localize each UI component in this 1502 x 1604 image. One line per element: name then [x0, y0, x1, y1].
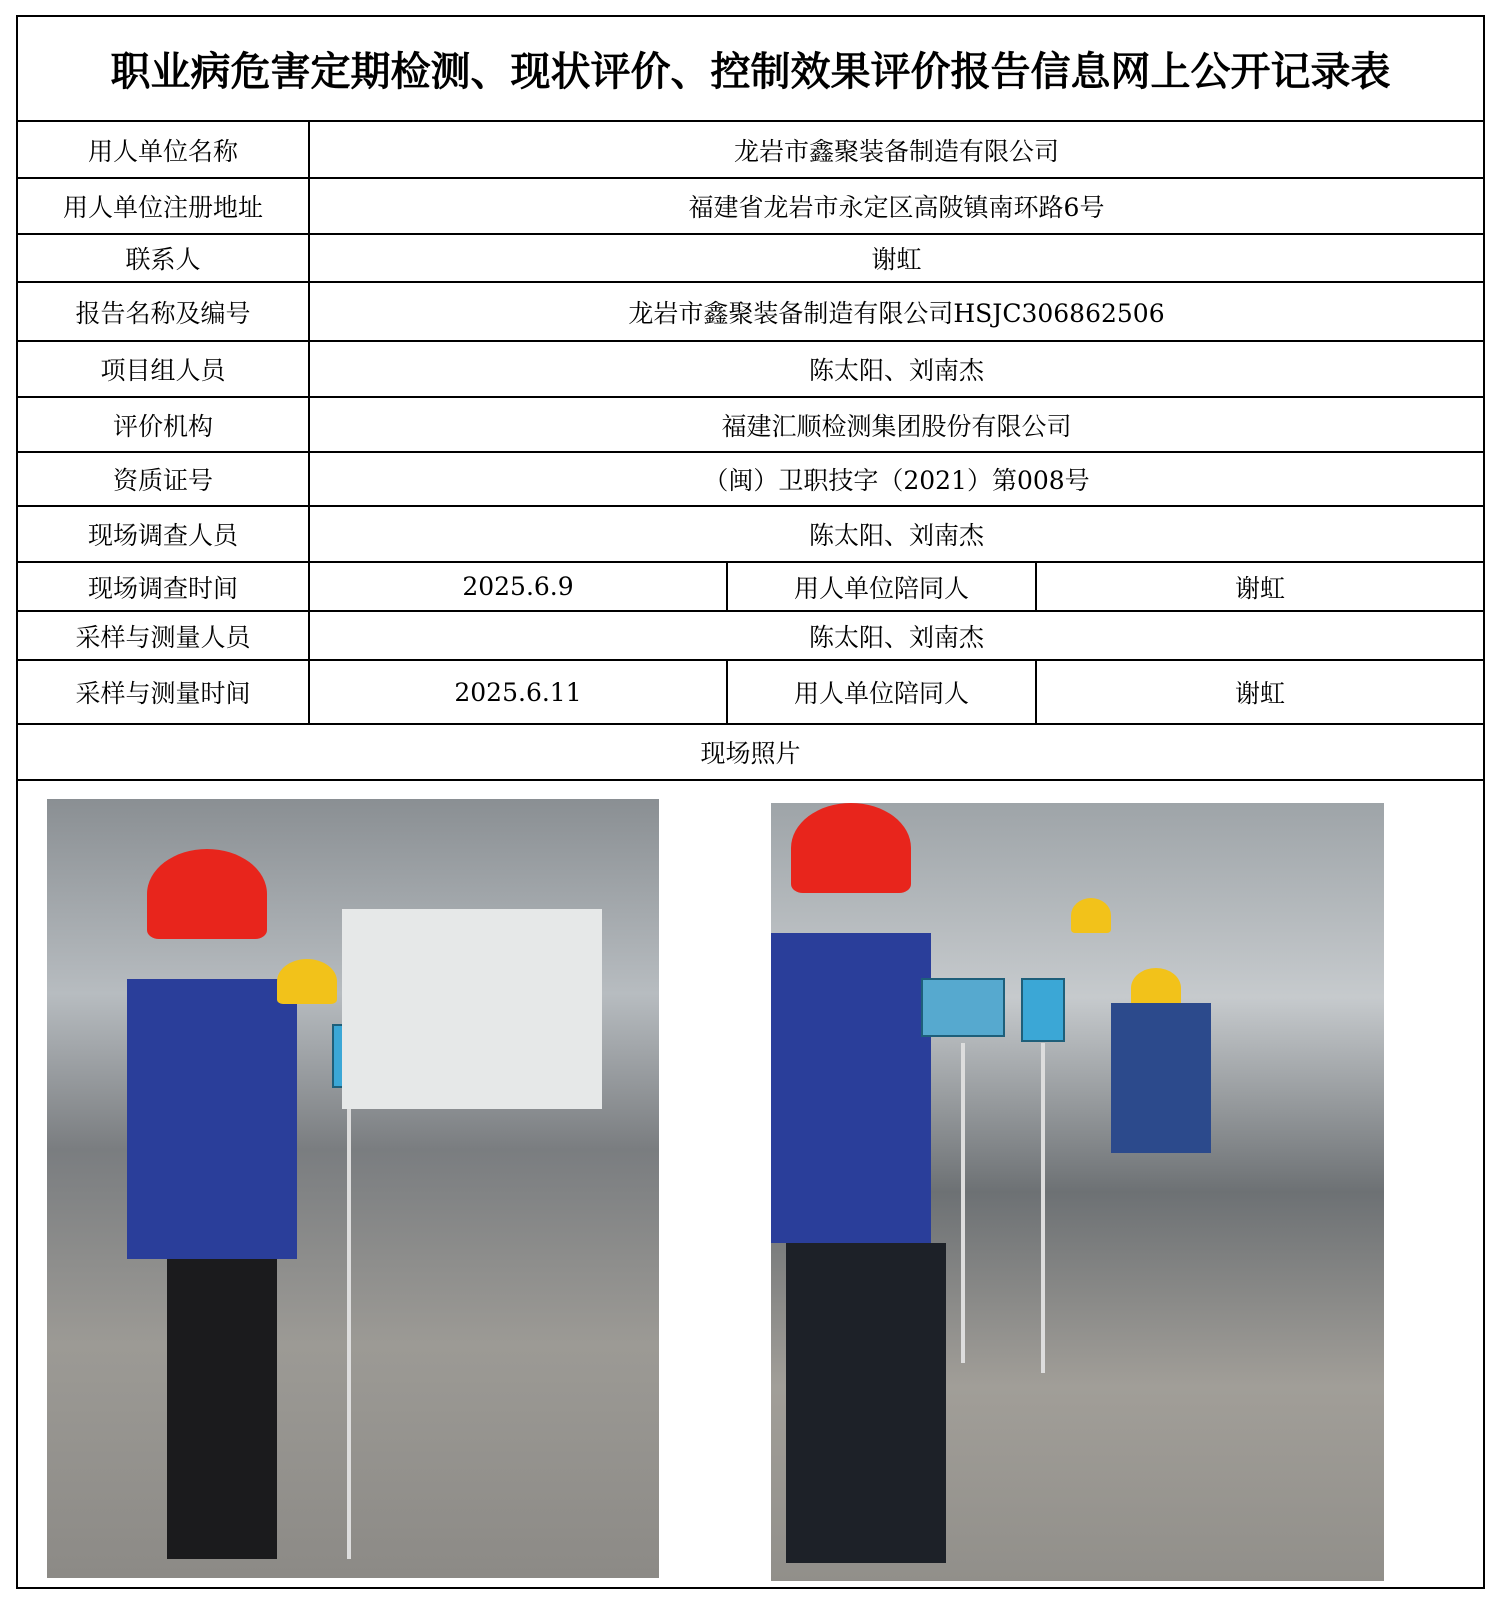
label-cell: 用人单位陪同人: [727, 562, 1036, 611]
welder: [1111, 1003, 1211, 1153]
label-cell: 联系人: [18, 234, 309, 282]
table-row: [18, 660, 1483, 724]
value-cell: 2025.6.11: [309, 660, 727, 724]
table-row: [18, 611, 1483, 660]
value-cell: 福建省龙岩市永定区高陂镇南环路6号: [309, 178, 1483, 234]
tripod: [961, 1043, 965, 1363]
page-title: 职业病危害定期检测、现状评价、控制效果评价报告信息网上公开记录表: [18, 17, 1483, 122]
label-cell: 现场调查人员: [18, 506, 309, 562]
value-cell: 陈太阳、刘南杰: [309, 506, 1483, 562]
worker-vest: [127, 979, 297, 1259]
value-cell: 福建汇顺检测集团股份有限公司: [309, 397, 1483, 452]
label-cell: 用人单位名称: [18, 121, 309, 178]
value-cell: 谢虹: [309, 234, 1483, 282]
table-row: [18, 178, 1483, 234]
value-cell: 陈太阳、刘南杰: [309, 341, 1483, 397]
worker-trousers: [167, 1259, 277, 1559]
table-row: [18, 724, 1483, 780]
label-cell: 资质证号: [18, 452, 309, 506]
worker-trousers: [786, 1243, 946, 1563]
label-cell: 项目组人员: [18, 341, 309, 397]
site-photo-2: [771, 803, 1384, 1581]
yellow-helmet: [1131, 968, 1181, 1008]
value-cell: 2025.6.9: [309, 562, 727, 611]
red-helmet: [791, 803, 911, 893]
label-cell: 采样与测量时间: [18, 660, 309, 724]
label-cell: 用人单位注册地址: [18, 178, 309, 234]
table-row: [18, 397, 1483, 452]
value-cell: （闽）卫职技字（2021）第008号: [309, 452, 1483, 506]
value-cell: 龙岩市鑫聚装备制造有限公司: [309, 121, 1483, 178]
sampling-device: [921, 978, 1005, 1037]
red-helmet: [147, 849, 267, 939]
site-photo-1: [47, 799, 659, 1578]
value-cell: 龙岩市鑫聚装备制造有限公司HSJC306862506: [309, 282, 1483, 341]
table-row: [18, 282, 1483, 341]
record-table-frame: [16, 15, 1485, 1589]
value-cell: 谢虹: [1036, 660, 1483, 724]
yellow-helmet: [277, 959, 337, 1004]
worker-vest: [771, 933, 931, 1243]
welding-screen: [342, 909, 602, 1109]
photos-heading: 现场照片: [18, 724, 1483, 780]
table-row: [18, 234, 1483, 282]
table-row: [18, 562, 1483, 611]
table-row: [18, 341, 1483, 397]
table-row: [18, 121, 1483, 178]
record-table: [18, 120, 1483, 781]
tripod: [1041, 1043, 1045, 1373]
label-cell: 采样与测量人员: [18, 611, 309, 660]
value-cell: 谢虹: [1036, 562, 1483, 611]
label-cell: 评价机构: [18, 397, 309, 452]
value-cell: 陈太阳、刘南杰: [309, 611, 1483, 660]
table-row: [18, 506, 1483, 562]
tripod: [347, 1099, 351, 1559]
label-cell: 用人单位陪同人: [727, 660, 1036, 724]
table-row: [18, 452, 1483, 506]
label-cell: 报告名称及编号: [18, 282, 309, 341]
sampling-device: [1021, 978, 1065, 1042]
label-cell: 现场调查时间: [18, 562, 309, 611]
yellow-helmet: [1071, 898, 1111, 933]
